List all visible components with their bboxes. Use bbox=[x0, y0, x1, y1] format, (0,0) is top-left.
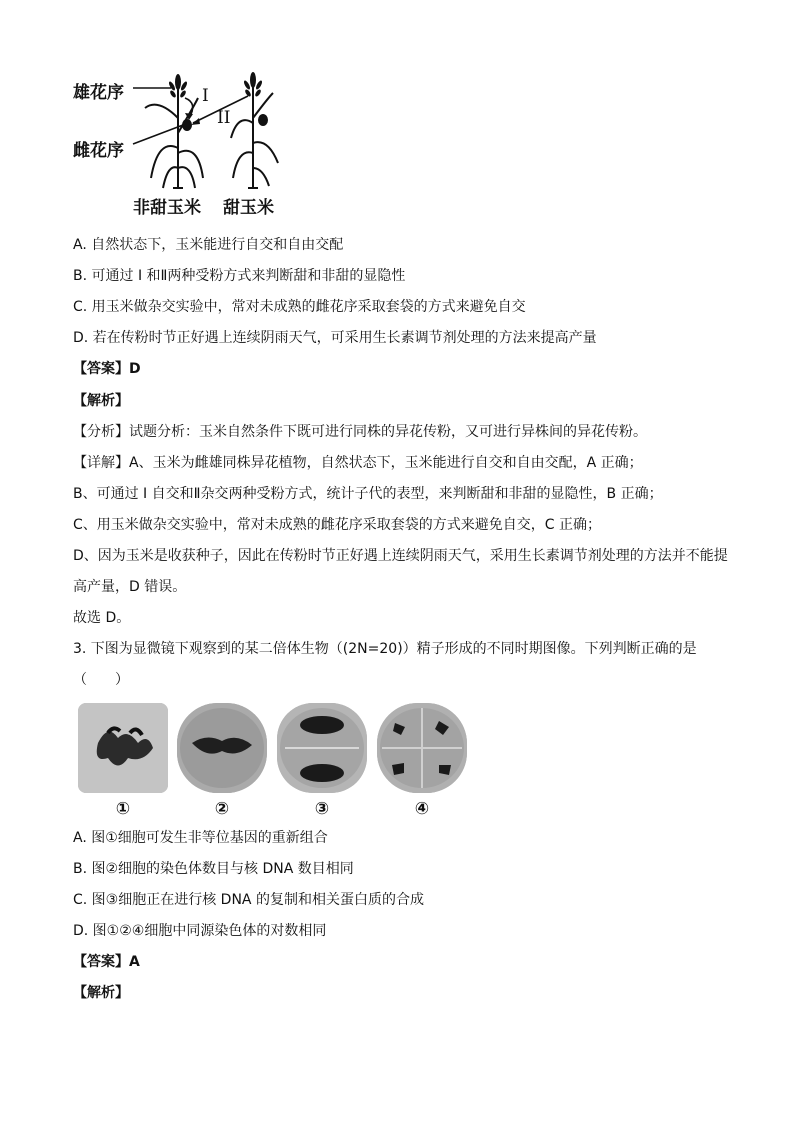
q2-analysis-heading: 【解析】 bbox=[73, 393, 129, 409]
corn-pollination-figure bbox=[73, 68, 313, 218]
q2-analysis-line: 高产量，D 错误。 bbox=[73, 579, 187, 595]
non-sweet-corn-label: 非甜玉米 bbox=[133, 198, 201, 218]
female-inflorescence-label: 雌花序 bbox=[73, 141, 124, 161]
q2-analysis-line: 【分析】试题分析：玉米自然条件下既可进行同株的异花传粉，又可进行异株间的异花传粉。 bbox=[73, 424, 647, 440]
q2-analysis-line: 故选 D。 bbox=[73, 610, 131, 626]
pollination-I-label: I bbox=[202, 86, 209, 106]
sweet-corn-label: 甜玉米 bbox=[223, 198, 274, 218]
q2-analysis-line: D、因为玉米是收获种子，因此在传粉时节正好遇上连续阴雨天气，采用生长素调节剂处理的方法并不能提 bbox=[73, 548, 728, 564]
q3-analysis-heading: 【解析】 bbox=[73, 985, 129, 1001]
micrograph-image bbox=[78, 703, 168, 793]
q2-option-d: D. 若在传粉时节正好遇上连续阴雨天气，可采用生长素调节剂处理的方法来提高产量 bbox=[73, 330, 597, 346]
micrograph-image bbox=[277, 703, 367, 793]
q2-analysis-line: B、可通过 I 自交和Ⅱ杂交两种受粉方式，统计子代的表型，来判断甜和非甜的显隐性，B 正确； bbox=[73, 486, 663, 502]
panel-label: ④ bbox=[414, 799, 430, 819]
q2-option-b: B. 可通过 I 和Ⅱ两种受粉方式来判断甜和非甜的显隐性 bbox=[73, 268, 406, 284]
q3-stem: 3. 下图为显微镜下观察到的某二倍体生物（(2N=20)）精子形成的不同时期图像。下列判断正确的是 bbox=[73, 641, 697, 657]
q2-option-c: C. 用玉米做杂交实验中，常对未成熟的雌花序采取套袋的方式来避免自交 bbox=[73, 299, 526, 315]
q2-analysis-line: 【详解】A、玉米为雌雄同株异花植物，自然状态下，玉米能进行自交和自由交配，A 正确； bbox=[73, 455, 643, 471]
male-inflorescence-label: 雄花序 bbox=[73, 83, 124, 103]
q2-answer: 【答案】D bbox=[73, 361, 141, 377]
q3-option-a: A. 图①细胞可发生非等位基因的重新组合 bbox=[73, 830, 328, 846]
q3-option-d: D. 图①②④细胞中同源染色体的对数相同 bbox=[73, 923, 327, 939]
panel-label: ③ bbox=[314, 799, 330, 819]
panel-label: ② bbox=[214, 799, 230, 819]
micrograph-image bbox=[377, 703, 467, 793]
q2-option-a: A. 自然状态下，玉米能进行自交和自由交配 bbox=[73, 237, 344, 253]
q3-option-b: B. 图②细胞的染色体数目与核 DNA 数目相同 bbox=[73, 861, 354, 877]
q3-option-c: C. 图③细胞正在进行核 DNA 的复制和相关蛋白质的合成 bbox=[73, 892, 424, 908]
q3-answer: 【答案】A bbox=[73, 954, 140, 970]
q3-stem-blank: （ ） bbox=[73, 672, 129, 688]
pollination-II-label: II bbox=[217, 108, 231, 128]
micrograph-image bbox=[177, 703, 267, 793]
panel-label: ① bbox=[115, 799, 131, 819]
q2-analysis-line: C、用玉米做杂交实验中，常对未成熟的雌花序采取套袋的方式来避免自交，C 正确； bbox=[73, 517, 601, 533]
